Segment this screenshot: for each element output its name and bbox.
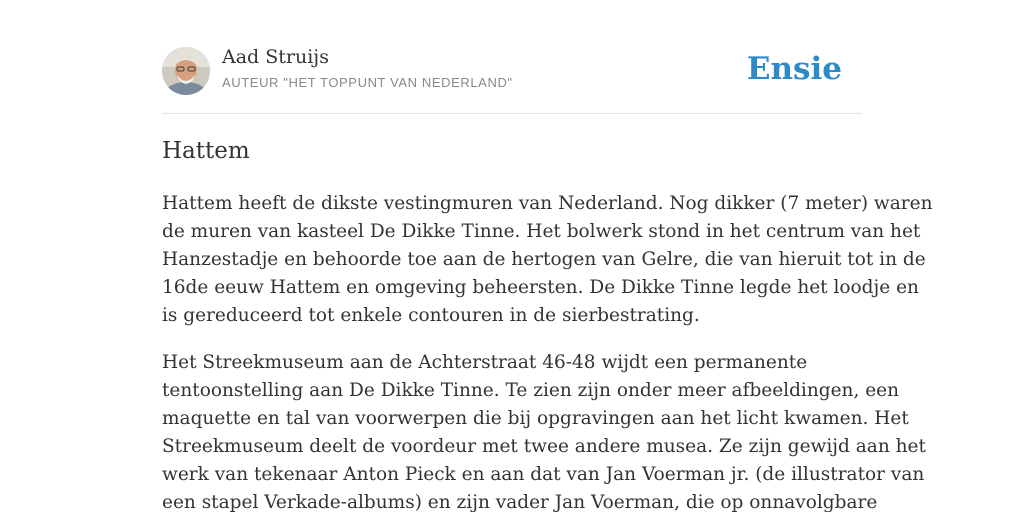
paragraph-line: tentoonstelling aan De Dikke Tinne. Te zien zijn onder meer afbeeldingen, een: [162, 380, 900, 401]
article-paragraph-1: [162, 190, 933, 330]
author-name[interactable]: Aad Struijs: [222, 46, 329, 68]
header-divider: [162, 113, 862, 114]
author-photo: [162, 47, 210, 95]
paragraph-line: werk van tekenaar Anton Pieck en aan dat van Jan Voerman jr. (de illustrator van: [162, 464, 925, 485]
paragraph-line: Streekmuseum deelt de voordeur met twee andere musea. Ze zijn gewijd aan het: [162, 436, 926, 457]
paragraph-line: Het Streekmuseum aan de Achterstraat 46-48 wijdt een permanente: [162, 352, 808, 373]
paragraph-line: de muren van kasteel De Dikke Tinne. Het bolwerk stond in het centrum van het: [162, 221, 921, 242]
paragraph-line: maquette en tal van voorwerpen die bij opgravingen aan het licht kwamen. Het: [162, 408, 909, 429]
article-paragraph-2: [162, 349, 926, 512]
paragraph-line: een stapel Verkade-albums) en zijn vader Jan Voerman, die op onnavolgbare: [162, 492, 878, 512]
author-avatar[interactable]: [162, 47, 210, 95]
article-title: Hattem: [162, 138, 250, 164]
ensie-logo-link[interactable]: Ensie: [746, 51, 842, 87]
author-header: [162, 46, 862, 96]
paragraph-line: Hattem heeft de dikste vestingmuren van Nederland. Nog dikker (7 meter) waren: [162, 193, 933, 214]
paragraph-line: is gereduceerd tot enkele contouren in de sierbestrating.: [162, 305, 700, 326]
paragraph-line: Hanzestadje en behoorde toe aan de hertogen van Gelre, die van hieruit tot in de: [162, 249, 926, 270]
author-role: AUTEUR "HET TOPPUNT VAN NEDERLAND": [222, 75, 513, 90]
paragraph-line: 16de eeuw Hattem en omgeving beheersten. De Dikke Tinne legde het loodje en: [162, 277, 919, 298]
